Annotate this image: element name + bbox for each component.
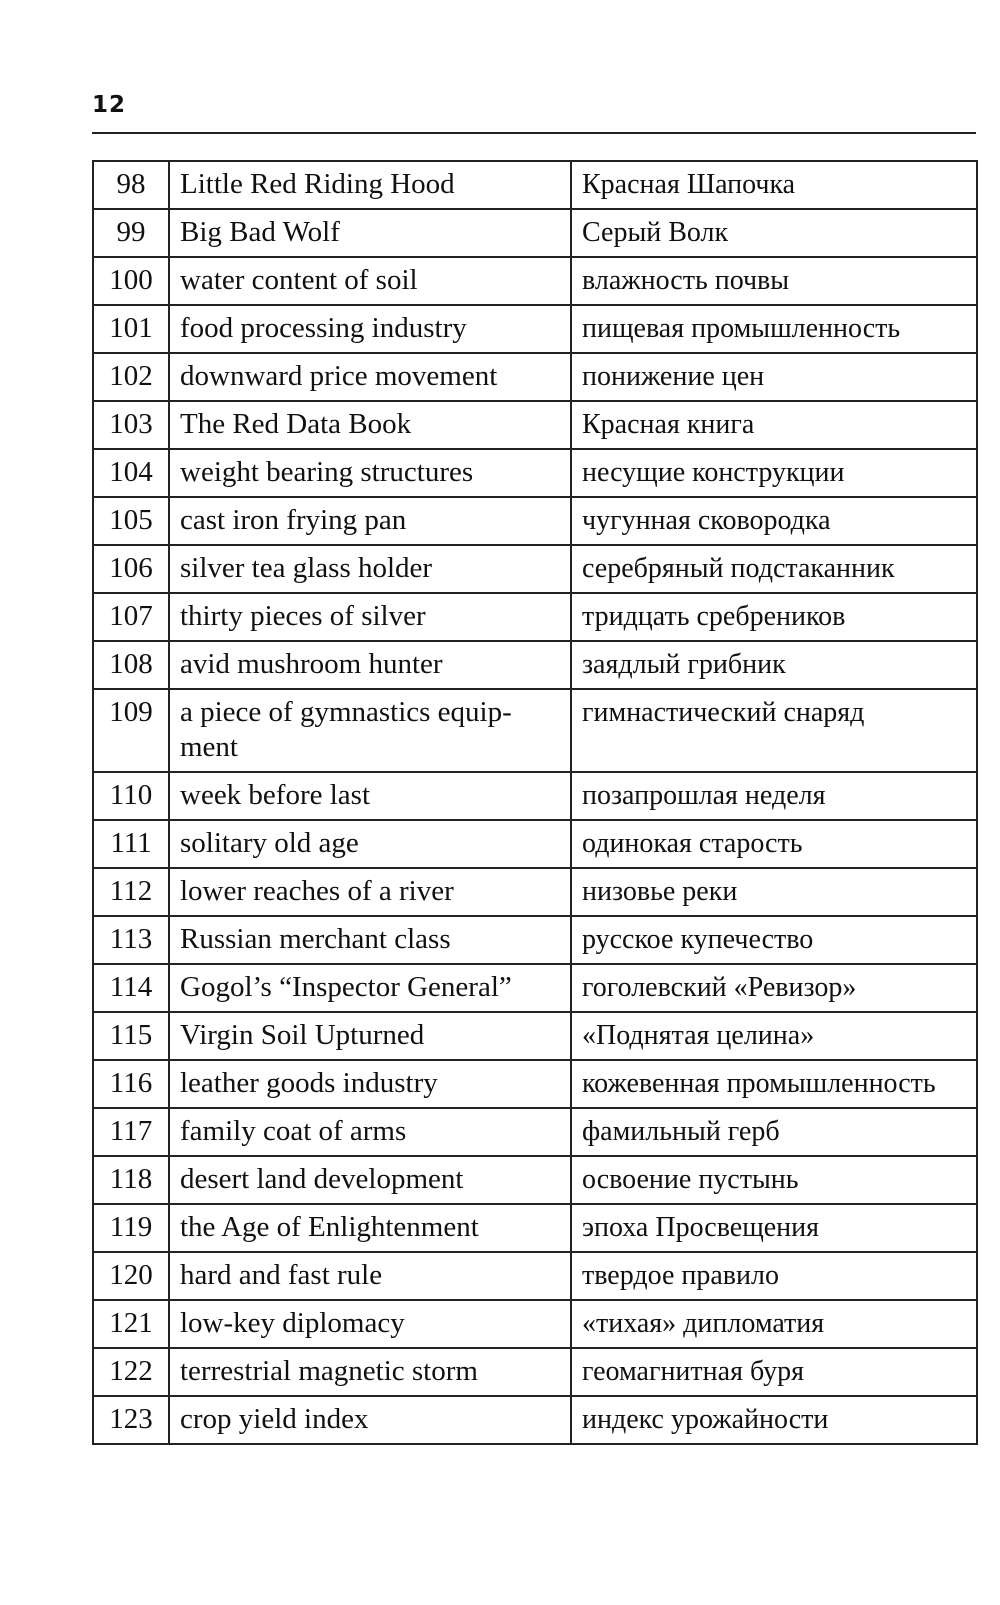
english-term: Little Red Riding Hood bbox=[169, 161, 571, 209]
row-number: 103 bbox=[93, 401, 169, 449]
table-row bbox=[93, 401, 977, 449]
row-number: 102 bbox=[93, 353, 169, 401]
russian-term: твердое правило bbox=[571, 1252, 977, 1300]
row-number: 121 bbox=[93, 1300, 169, 1348]
english-term: desert land development bbox=[169, 1156, 571, 1204]
table-row bbox=[93, 1300, 977, 1348]
russian-term: геомагнитная буря bbox=[571, 1348, 977, 1396]
russian-term: одинокая старость bbox=[571, 820, 977, 868]
russian-term: тридцать сребреников bbox=[571, 593, 977, 641]
table-row bbox=[93, 1156, 977, 1204]
table-row bbox=[93, 1204, 977, 1252]
russian-term: фамильный герб bbox=[571, 1108, 977, 1156]
russian-term: чугунная сковородка bbox=[571, 497, 977, 545]
row-number: 106 bbox=[93, 545, 169, 593]
page-number: 12 bbox=[92, 92, 127, 118]
english-term: leather goods industry bbox=[169, 1060, 571, 1108]
row-number: 120 bbox=[93, 1252, 169, 1300]
russian-term: гимнастический снаряд bbox=[571, 689, 977, 772]
english-term: a piece of gymnastics equip-ment bbox=[169, 689, 571, 772]
russian-term: индекс урожайности bbox=[571, 1396, 977, 1444]
glossary-body bbox=[93, 161, 977, 1444]
row-number: 110 bbox=[93, 772, 169, 820]
table-row bbox=[93, 449, 977, 497]
table-row bbox=[93, 641, 977, 689]
table-row bbox=[93, 689, 977, 772]
row-number: 99 bbox=[93, 209, 169, 257]
english-term: downward price movement bbox=[169, 353, 571, 401]
english-term: low-key diplomacy bbox=[169, 1300, 571, 1348]
table-row bbox=[93, 820, 977, 868]
english-term: The Red Data Book bbox=[169, 401, 571, 449]
english-term: cast iron frying pan bbox=[169, 497, 571, 545]
russian-term: Красная книга bbox=[571, 401, 977, 449]
table-row bbox=[93, 209, 977, 257]
table-row bbox=[93, 1108, 977, 1156]
russian-term: Красная Шапочка bbox=[571, 161, 977, 209]
english-term: Gogol’s “Inspector General” bbox=[169, 964, 571, 1012]
row-number: 115 bbox=[93, 1012, 169, 1060]
row-number: 112 bbox=[93, 868, 169, 916]
english-term: Big Bad Wolf bbox=[169, 209, 571, 257]
row-number: 118 bbox=[93, 1156, 169, 1204]
row-number: 100 bbox=[93, 257, 169, 305]
russian-term: русское купечество bbox=[571, 916, 977, 964]
russian-term: «Поднятая целина» bbox=[571, 1012, 977, 1060]
english-term: hard and fast rule bbox=[169, 1252, 571, 1300]
russian-term: заядлый грибник bbox=[571, 641, 977, 689]
table-row bbox=[93, 353, 977, 401]
row-number: 111 bbox=[93, 820, 169, 868]
table-row bbox=[93, 545, 977, 593]
english-term: Virgin Soil Upturned bbox=[169, 1012, 571, 1060]
row-number: 114 bbox=[93, 964, 169, 1012]
english-term: weight bearing structures bbox=[169, 449, 571, 497]
russian-term: эпоха Просвещения bbox=[571, 1204, 977, 1252]
table-row bbox=[93, 1348, 977, 1396]
english-term: thirty pieces of silver bbox=[169, 593, 571, 641]
english-term: food processing industry bbox=[169, 305, 571, 353]
row-number: 105 bbox=[93, 497, 169, 545]
table-row bbox=[93, 1252, 977, 1300]
english-term: crop yield index bbox=[169, 1396, 571, 1444]
table-row bbox=[93, 161, 977, 209]
row-number: 107 bbox=[93, 593, 169, 641]
english-term: solitary old age bbox=[169, 820, 571, 868]
russian-term: освоение пустынь bbox=[571, 1156, 977, 1204]
english-term: Russian merchant class bbox=[169, 916, 571, 964]
table-row bbox=[93, 305, 977, 353]
row-number: 119 bbox=[93, 1204, 169, 1252]
table-row bbox=[93, 916, 977, 964]
row-number: 117 bbox=[93, 1108, 169, 1156]
table-row bbox=[93, 1060, 977, 1108]
row-number: 108 bbox=[93, 641, 169, 689]
table-row bbox=[93, 868, 977, 916]
row-number: 98 bbox=[93, 161, 169, 209]
table-row bbox=[93, 964, 977, 1012]
english-term: week before last bbox=[169, 772, 571, 820]
english-term: terrestrial magnetic storm bbox=[169, 1348, 571, 1396]
english-term: lower reaches of a river bbox=[169, 868, 571, 916]
russian-term: Серый Волк bbox=[571, 209, 977, 257]
russian-term: понижение цен bbox=[571, 353, 977, 401]
english-term: water content of soil bbox=[169, 257, 571, 305]
russian-term: пищевая промышленность bbox=[571, 305, 977, 353]
english-term: the Age of Enlightenment bbox=[169, 1204, 571, 1252]
row-number: 101 bbox=[93, 305, 169, 353]
table-row bbox=[93, 772, 977, 820]
row-number: 109 bbox=[93, 689, 169, 772]
glossary-table bbox=[92, 160, 978, 1445]
russian-term: несущие конструкции bbox=[571, 449, 977, 497]
table-row bbox=[93, 257, 977, 305]
table-row bbox=[93, 497, 977, 545]
russian-term: «тихая» дипломатия bbox=[571, 1300, 977, 1348]
row-number: 104 bbox=[93, 449, 169, 497]
header-rule bbox=[92, 132, 976, 134]
row-number: 113 bbox=[93, 916, 169, 964]
row-number: 116 bbox=[93, 1060, 169, 1108]
russian-term: гоголевский «Ревизор» bbox=[571, 964, 977, 1012]
russian-term: позапрошлая неделя bbox=[571, 772, 977, 820]
english-term: silver tea glass holder bbox=[169, 545, 571, 593]
table-row bbox=[93, 1012, 977, 1060]
russian-term: влажность почвы bbox=[571, 257, 977, 305]
russian-term: кожевенная промышленность bbox=[571, 1060, 977, 1108]
english-term: family coat of arms bbox=[169, 1108, 571, 1156]
russian-term: серебряный подстаканник bbox=[571, 545, 977, 593]
table-row bbox=[93, 593, 977, 641]
russian-term: низовье реки bbox=[571, 868, 977, 916]
row-number: 122 bbox=[93, 1348, 169, 1396]
row-number: 123 bbox=[93, 1396, 169, 1444]
table-row bbox=[93, 1396, 977, 1444]
english-term: avid mushroom hunter bbox=[169, 641, 571, 689]
